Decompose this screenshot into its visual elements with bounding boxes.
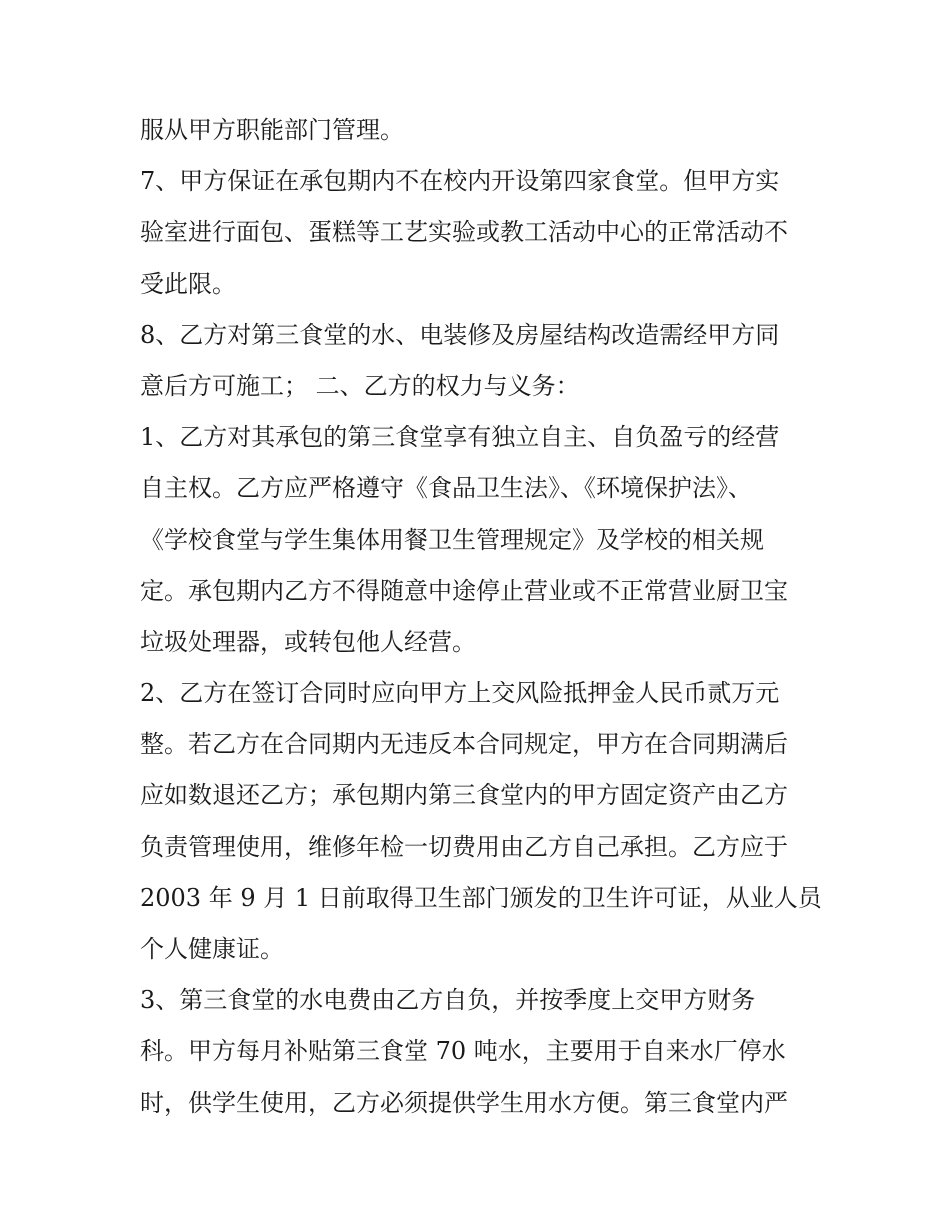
text-line: 服从甲方职能部门管理。 [140,116,404,144]
text-line: 2、乙方在签订合同时应向甲方上交风险抵押金人民币贰万元 [140,679,780,708]
text-line: 垃圾处理器，或转包他人经营。 [140,627,476,656]
text-line: 应如数退还乙方；承包期内第三食堂内的甲方固定资产由乙方 [140,781,788,810]
text-line: 整。若乙方在合同期内无违反本合同规定，甲方在合同期满后 [140,730,788,759]
text-line: 科。甲方每月补贴第三食堂 70 吨水，主要用于自来水厂停水 [140,1037,786,1066]
text-line: 个人健康证。 [140,935,284,963]
text-line: 验室进行面包、蛋糕等工艺实验或教工活动中心的正常活动不 [140,218,788,247]
text-line: 8、乙方对第三食堂的水、电装修及房屋结构改造需经甲方同 [140,320,780,349]
text-line: 时，供学生使用，乙方必须提供学生用水方便。第三食堂内严 [140,1088,788,1117]
text-line: 定。承包期内乙方不得随意中途停止营业或不正常营业厨卫宝 [140,576,788,605]
text-line: 《学校食堂与学生集体用餐卫生管理规定》及学校的相关规 [140,525,764,554]
text-line: 自主权。乙方应严格遵守《食品卫生法》、《环境保护法》、 [140,474,752,503]
text-line: 受此限。 [140,269,236,298]
text-line: 2003 年 9 月 1 日前取得卫生部门颁发的卫生许可证，从业人员 [140,883,822,912]
text-line: 3、第三食堂的水电费由乙方自负，并按季度上交甲方财务 [140,986,756,1015]
text-line: 1、乙方对其承包的第三食堂享有独立自主、自负盈亏的经营 [140,423,780,452]
text-line: 7、甲方保证在承包期内不在校内开设第四家食堂。但甲方实 [140,167,780,196]
document-body [140,108,820,1132]
text-line: 负责管理使用，维修年检一切费用由乙方自己承担。乙方应于 [140,832,788,861]
text-line: 意后方可施工； 二、乙方的权力与义务： [140,371,580,400]
